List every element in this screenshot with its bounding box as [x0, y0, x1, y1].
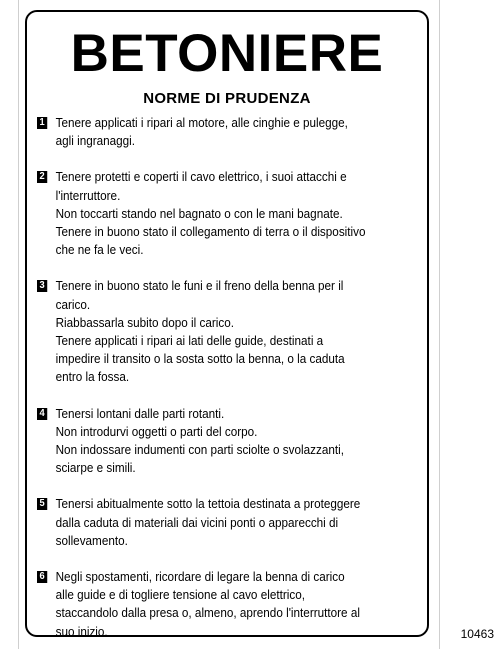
- rule-text-line: impedire il transito o la sosta sotto la benna, o la caduta: [55, 352, 345, 367]
- rule-text-line: Tenersi abitualmente sotto la tettoia destinata a proteggere: [55, 497, 361, 512]
- rule-list: [37, 114, 417, 641]
- catalog-code: 10463: [460, 627, 494, 641]
- rule-text-line: che ne fa le veci.: [55, 243, 144, 258]
- rule-text-line: staccandolo dalla presa o, almeno, aprendo l'interruttore al: [55, 606, 360, 621]
- rule-item: [37, 405, 414, 478]
- rule-item: [37, 168, 414, 259]
- rule-number-badge: 4: [37, 408, 47, 420]
- rule-text-line: carico.: [55, 297, 91, 312]
- rule-item: [37, 568, 414, 641]
- rule-text-line: alle guide e di togliere tensione al cavo elettrico,: [55, 588, 305, 603]
- rule-item: [37, 114, 414, 150]
- rule-text-line: Tenere applicati i ripari al motore, alle cinghie e pulegge,: [55, 116, 348, 130]
- rule-number-badge: 5: [37, 498, 47, 510]
- rule-text-line: dalla caduta di materiali dai vicini ponti o apparecchi di: [55, 515, 339, 530]
- rule-text-line: Tenere protetti e coperti il cavo elettrico, i suoi attacchi e: [55, 170, 347, 185]
- rule-text-line: entro la fossa.: [55, 370, 130, 385]
- rule-text-line: Non toccarti stando nel bagnato o con le mani bagnate.: [55, 206, 343, 221]
- sign-subtitle: NORME DI PRUDENZA: [143, 90, 311, 107]
- rule-text-line: Negli spostamenti, ricordare di legare la benna di carico: [55, 570, 345, 585]
- rule-text-line: sollevamento.: [55, 533, 128, 548]
- rule-number-badge: 2: [37, 171, 47, 183]
- rule-item: [37, 277, 414, 386]
- rule-text-line: suo inizio.: [55, 624, 108, 639]
- rule-text-line: Non indossare indumenti con parti sciolte o svolazzanti,: [55, 443, 345, 458]
- safety-sign: [18, 0, 440, 649]
- sign-title: BETONIERE: [70, 24, 384, 83]
- rule-number-badge: 1: [37, 117, 47, 129]
- rule-number-badge: 6: [37, 571, 47, 583]
- rule-text-line: Non introdurvi oggetti o parti del corpo.: [55, 424, 258, 439]
- rule-text-line: Tenere in buono stato il collegamento di terra o il dispositivo: [55, 225, 366, 240]
- rule-text-line: Riabbassarla subito dopo il carico.: [55, 315, 234, 330]
- rule-text-line: Tenere applicati i ripari ai lati delle guide, destinati a: [55, 334, 324, 349]
- rule-number-badge: 3: [37, 280, 47, 292]
- sign-border: [25, 10, 429, 637]
- rule-text-line: agli ingranaggi.: [55, 134, 136, 149]
- rule-item: [37, 495, 414, 550]
- rule-text-line: Tenere in buono stato le funi e il freno della benna per il: [55, 279, 344, 294]
- rule-text-line: l'interruttore.: [55, 188, 121, 203]
- rule-text-line: Tenersi lontani dalle parti rotanti.: [55, 406, 225, 421]
- rule-text-line: sciarpe e simili.: [55, 461, 136, 476]
